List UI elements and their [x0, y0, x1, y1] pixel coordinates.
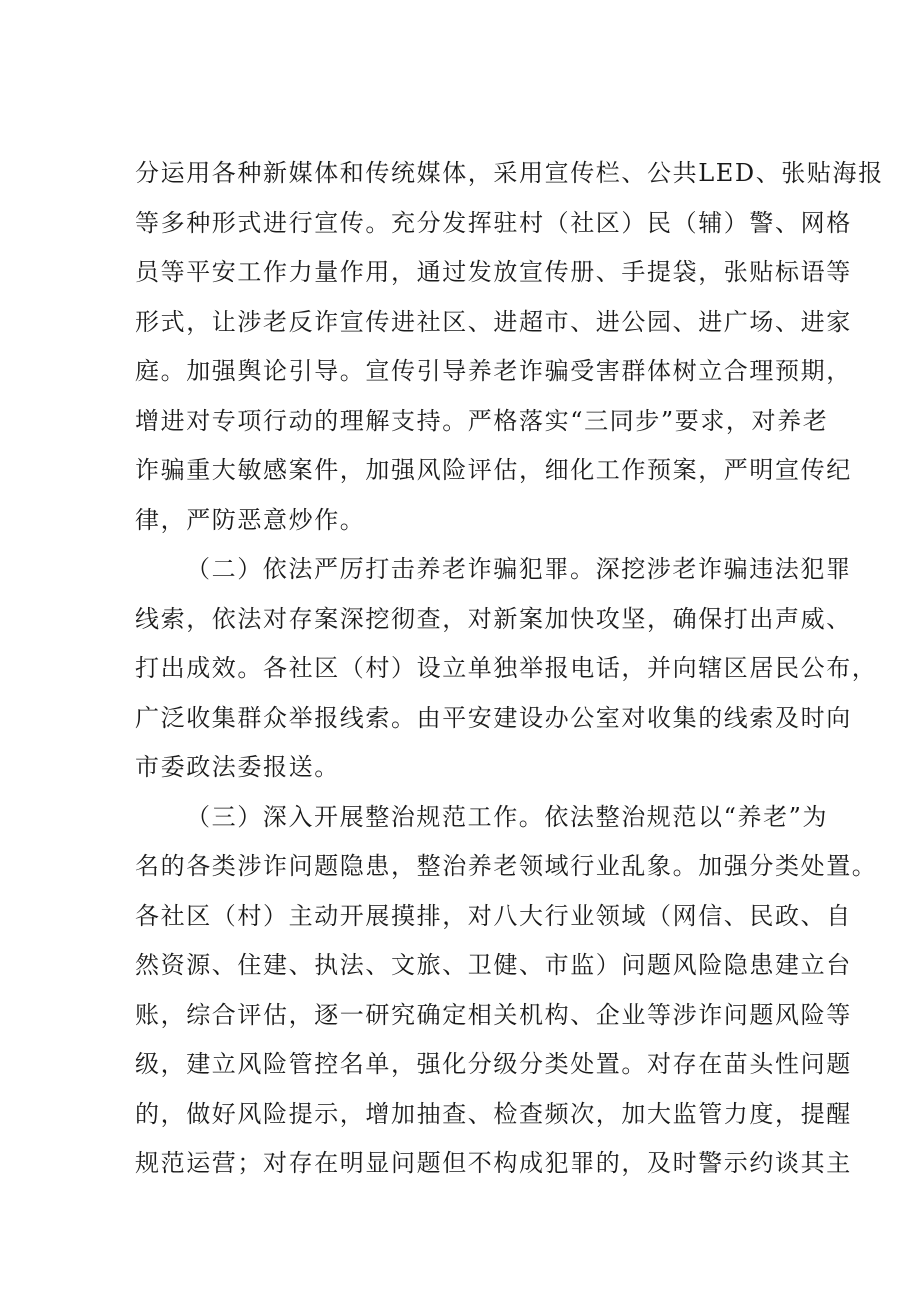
text-line: 各社区（村）主动开展摸排，对八大行业领域（网信、民政、自: [135, 902, 852, 930]
text-line: 然资源、住建、执法、文旅、卫健、市监）问题风险隐患建立台: [135, 951, 852, 979]
text-line: 级，建立风险管控名单，强化分级分类处置。对存在苗头性问题: [135, 1050, 852, 1078]
text-line: 账，综合评估，逐一研究确定相关机构、企业等涉诈问题风险等: [135, 1001, 852, 1029]
text-line: 分运用各种新媒体和传统媒体，采用宣传栏、公共LED、张贴海报: [135, 159, 884, 187]
text-line: 员等平安工作力量作用，通过发放宣传册、手提袋，张贴标语等: [135, 258, 852, 286]
text-line: 市委政法委报送。: [135, 753, 340, 781]
text-line: 规范运营；对存在明显问题但不构成犯罪的，及时警示约谈其主: [135, 1149, 852, 1177]
text-line: 形式，让涉老反诈宣传进社区、进超市、进公园、进广场、进家: [135, 308, 852, 336]
text-line: 诈骗重大敏感案件，加强风险评估，细化工作预案，严明宣传纪: [135, 456, 852, 484]
text-line: 的，做好风险提示，增加抽查、检查频次，加大监管力度，提醒: [135, 1100, 852, 1128]
text-line: 增进对专项行动的理解支持。严格落实“三同步”要求，对养老: [135, 407, 829, 435]
text-line: 名的各类涉诈问题隐患，整治养老领域行业乱象。加强分类处置。: [135, 852, 878, 880]
text-line: 广泛收集群众举报线索。由平安建设办公室对收集的线索及时向: [135, 704, 852, 732]
text-line: 打出成效。各社区（村）设立单独举报电话，并向辖区居民公布，: [135, 654, 878, 682]
text-line: 律，严防恶意炒作。: [135, 506, 366, 534]
paragraph-2-first-line: （二）依法严厉打击养老诈骗犯罪。深挖涉老诈骗违法犯罪: [186, 555, 852, 583]
text-line: 等多种形式进行宣传。充分发挥驻村（社区）民（辅）警、网格: [135, 209, 852, 237]
text-line: 庭。加强舆论引导。宣传引导养老诈骗受害群体树立合理预期，: [135, 357, 852, 385]
text-line: 线索，依法对存案深挖彻查，对新案加快攻坚，确保打出声威、: [135, 605, 852, 633]
paragraph-3-first-line: （三）深入开展整治规范工作。依法整治规范以“养老”为: [186, 803, 829, 831]
